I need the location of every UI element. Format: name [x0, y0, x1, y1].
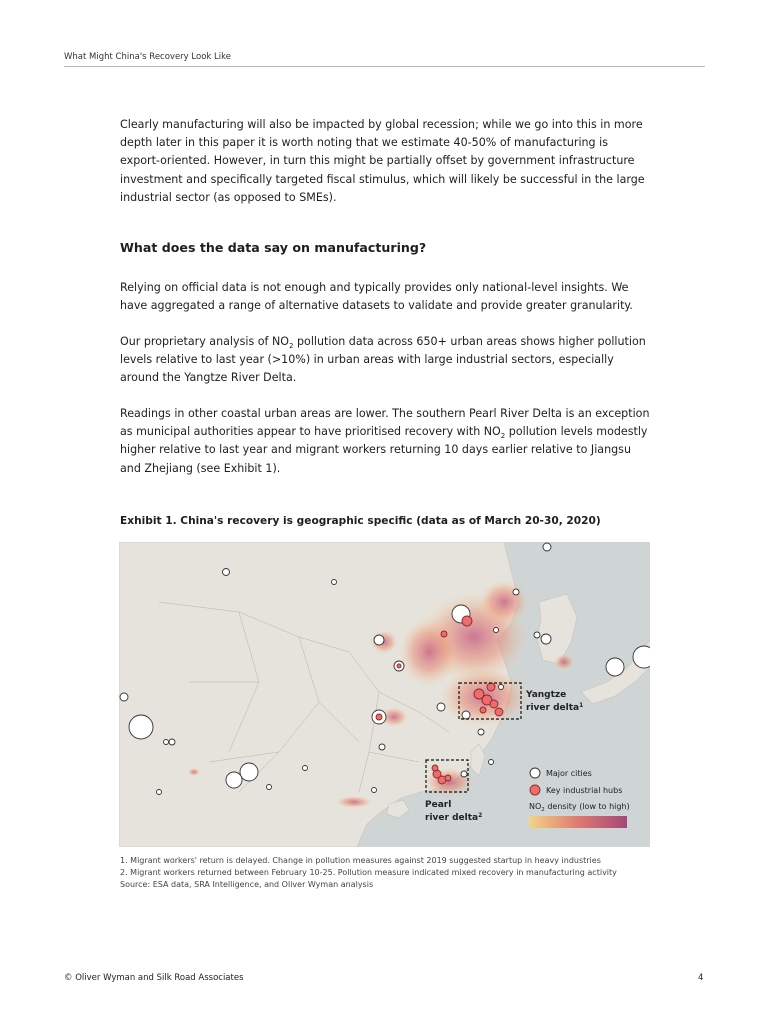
legend-density-label	[529, 802, 630, 813]
paragraph-3	[120, 333, 650, 388]
yangtze-label-text: river delta	[526, 703, 580, 713]
legend-major-city-icon	[530, 768, 540, 778]
yangtze-label-sup: 1	[579, 702, 584, 709]
paragraph-4-text-b: pollution levels modestly higher relative to last year and migrant workers returning 10 days earlier relative to Jiangsu and Zhejiang (see Exhibit 1).	[120, 425, 648, 475]
legend-density-sub: 2	[541, 807, 545, 813]
section-heading: What does the data say on manufacturing?	[120, 240, 427, 255]
paragraph-4-block	[120, 405, 650, 478]
paragraph-3-text-a: Our proprietary analysis of NO	[120, 335, 290, 348]
page-number: 4	[698, 973, 704, 983]
paragraph-3-block	[120, 333, 650, 388]
note-1: 1. Migrant workers' return is delayed. Change in pollution measures against 2019 suggested startup in heavy industries	[120, 856, 601, 865]
note-2: 2. Migrant workers returned between February 10-25. Pollution measure indicated mixed recovery in manufacturing activity	[120, 868, 617, 878]
paragraph-2-block	[120, 279, 650, 315]
yangtze-label-line1: Yangtze	[526, 690, 567, 700]
yangtze-label-line2	[526, 702, 583, 713]
exhibit-title: Exhibit 1. China's recovery is geographic specific (data as of March 20-30, 2020)	[120, 515, 601, 527]
pearl-label-text: river delta	[425, 813, 479, 823]
legend-density-gradient	[529, 816, 627, 828]
exhibit-map	[119, 542, 650, 847]
paragraph-2: Relying on official data is not enough and typically provides only national-level insights. We have aggregated a range of alternative datasets to validate and provide greater granularity.	[120, 281, 633, 313]
legend-density-prefix: NO	[529, 802, 542, 811]
exhibit-title-block	[120, 515, 650, 527]
paragraph-4-text-a: Readings in other coastal urban areas are lower. The southern Pearl River Delta is an exception as municipal authorities appear to have prioritised recovery with NO	[120, 407, 650, 439]
korea-peninsula	[537, 594, 577, 664]
map-graphic	[119, 542, 650, 847]
map-legend	[529, 768, 630, 828]
section-heading-block	[120, 240, 650, 255]
source-note: Source: ESA data, SRA Intelligence, and Oliver Wyman analysis	[120, 880, 374, 890]
running-header: What Might China's Recovery Look Like	[64, 52, 705, 67]
no2-subscript: 2	[289, 342, 294, 351]
no2-subscript: 2	[500, 432, 506, 441]
legend-density-suffix: density (low to high)	[544, 802, 630, 811]
pearl-label-sup: 2	[478, 812, 483, 819]
paragraph-4	[120, 405, 650, 478]
intro-paragraph: Clearly manufacturing will also be impacted by global recession; while we go into this in more depth later in this paper it is worth noting that we estimate 40-50% of manufacturing is export-oriented. However, in turn this might be partially offset by government infrastructure investment and specifically targeted fiscal stimulus, which will likely be successful in the large industrial sector (as opposed to SMEs).	[120, 118, 645, 204]
paragraph-3-text-b: pollution data across 650+ urban areas shows higher pollution levels relative to last year (>10%) in urban areas with large industrial sectors, especially around the Yangtze River Delta.	[120, 335, 646, 385]
pearl-label-line1: Pearl	[425, 800, 452, 810]
legend-major-cities-label: Major cities	[546, 769, 592, 778]
legend-industrial-hubs-label: Key industrial hubs	[546, 786, 623, 795]
footer-copyright: © Oliver Wyman and Silk Road Associates	[64, 973, 244, 983]
intro-paragraph-block	[120, 116, 650, 207]
legend-industrial-hub-icon	[530, 785, 540, 795]
pearl-label-line2	[425, 812, 482, 823]
exhibit-notes	[120, 855, 617, 892]
